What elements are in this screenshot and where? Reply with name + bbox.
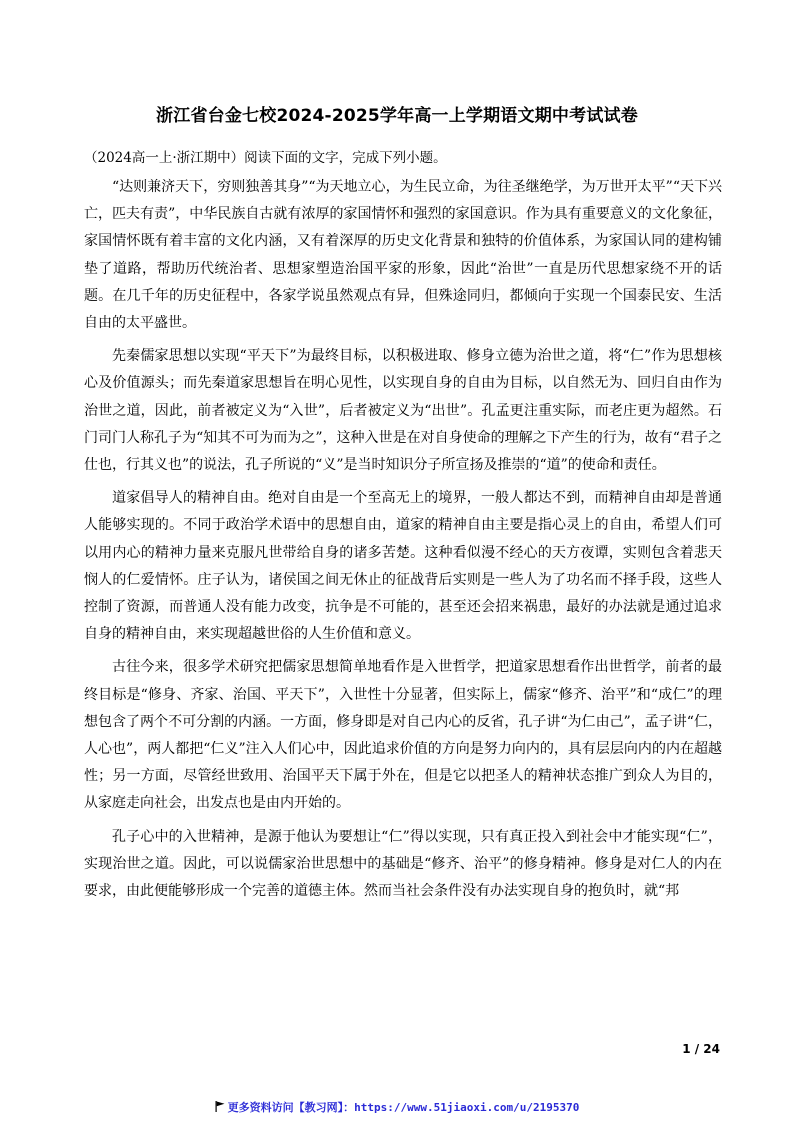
flag-icon bbox=[215, 1101, 225, 1116]
page-title: 浙江省台金七校2024-2025学年高一上学期语文期中考试试卷 bbox=[156, 106, 638, 126]
paragraph: 孔子心中的入世精神，是源于他认为要想让“仁”得以实现，只有真正投入到社会中才能实现“仁”，实现治世之道。因此，可以说儒家治世思想中的基础是“修齐、治平”的修身精神。修身是对仁人的内在要求，由此便能够形成一个完善的道德主体。然而当社会条件没有办法实现自身的抱负时，就“邦 bbox=[84, 828, 722, 900]
paragraph: “达则兼济天下，穷则独善其身”“为天地立心，为生民立命，为往圣继绝学，为万世开太平”“天下兴亡，匹夫有责”，中华民族自古就有浓厚的家国情怀和强烈的家国意识。作为具有重要意义的文化象征，家国情怀既有着丰富的文化内涵，又有着深厚的历史文化背景和独特的价值体系，为家国认同的建构铺垫了道路，帮助历代统治者、思想家塑造治国平家的形象，因此“治世”一直是历代思想家绕不开的话题。在几千年的历史征程中，各家学说虽然观点有异，但殊途同归，都倾向于实现一个国泰民安、生活自由的太平盛世。 bbox=[84, 179, 722, 332]
footer-banner[interactable] bbox=[0, 1101, 794, 1116]
paragraph: 先秦儒家思想以实现“平天下”为最终目标，以积极进取、修身立德为治世之道，将“仁”作为思想核心及价值源头；而先秦道家思想旨在明心见性，以实现自身的自由为目标，以自然无为、回归自由作为治世之道，因此，前者被定义为“入世”，后者被定义为“出世”。孔孟更注重实际，而老庄更为超然。石门司门人称孔子为“知其不可为而为之”，这种入世是在对自身使命的理解之下产生的行为，故有“君子之仕也，行其义也”的说法，孔子所说的“义”是当时知识分子所宣扬及推崇的“道”的使命和责任。 bbox=[84, 348, 722, 474]
passage-body bbox=[84, 174, 722, 911]
source-line: （2024高一上·浙江期中）阅读下面的文字，完成下列小题。 bbox=[84, 150, 447, 166]
paragraph: 古往今来，很多学术研究把儒家思想简单地看作是入世哲学，把道家思想看作出世哲学，前者的最终目标是“修身、齐家、治国、平天下”，入世性十分显著，但实际上，儒家“修齐、治平”和“成仁”的理想包含了两个不可分割的内涵。一方面，修身即是对自己内心的反省，孔子讲“为仁由己”，孟子讲“仁，人心也”，两人都把“仁义”注入人们心中，因此追求价值的方向是努力向内的，具有层层向内的内在超越性；另一方面，尽管经世致用、治国平天下属于外在，但是它以把圣人的精神状态推广到众人为目的，从家庭走向社会，出发点也是由内开始的。 bbox=[84, 659, 722, 812]
page-number: 1 / 24 bbox=[682, 1042, 720, 1056]
paragraph: 道家倡导人的精神自由。绝对自由是一个至高无上的境界，一般人都达不到，而精神自由却是普通人能够实现的。不同于政治学术语中的思想自由，道家的精神自由主要是指心灵上的自由，希望人们可以用内心的精神力量来克服凡世带给自身的诸多苦楚。这种看似漫不经心的天方夜谭，实则包含着悲天悯人的仁爱情怀。庄子认为，诸侯国之间无休止的征战背后实则是一些人为了功名而不择手段，这些人控制了资源，而普通人没有能力改变，抗争是不可能的，甚至还会招来祸患，最好的办法就是通过追求自身的精神自由，来实现超越世俗的人生价值和意义。 bbox=[84, 490, 722, 643]
footer-link[interactable]: 更多资料访问【教习网】：https://www.51jiaoxi.com/u/2195370 bbox=[227, 1101, 580, 1114]
